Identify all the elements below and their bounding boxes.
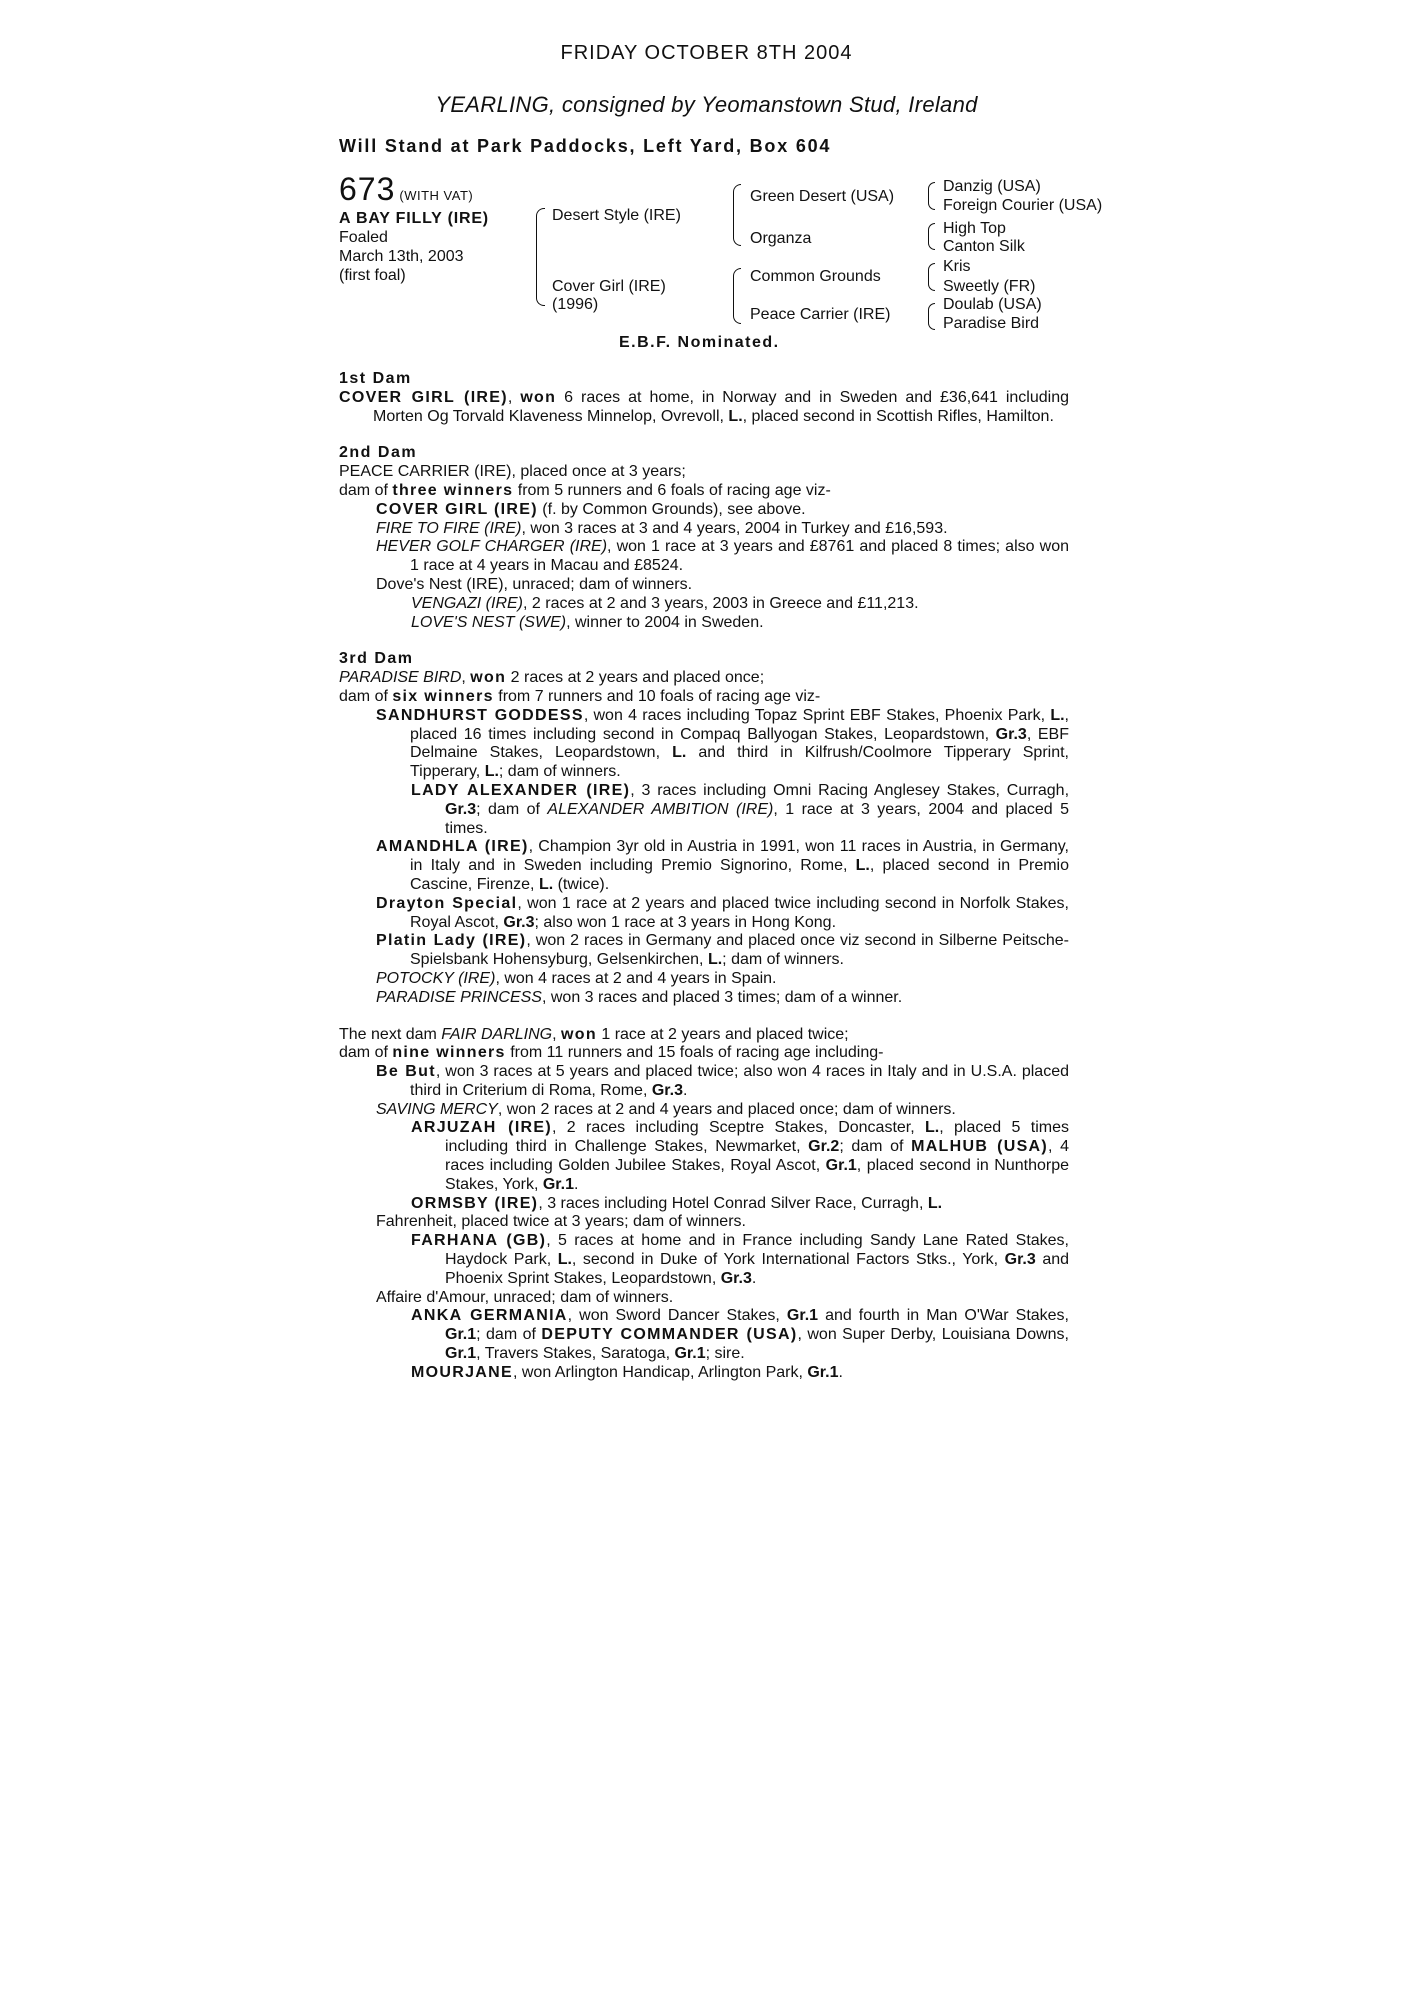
dam2-line2c: from 5 runners and 6 foals of racing age viz- (513, 481, 831, 499)
s5-text2: ; dam of winners. (722, 951, 844, 969)
dam2-entry-1 (376, 501, 1069, 520)
f3-text: , 2 races including Sceptre Stakes, Doncaster, (552, 1119, 926, 1137)
lot-number: 673 (339, 171, 396, 207)
dam2-entry-6 (411, 614, 1069, 633)
dam4-name: FAIR DARLING (441, 1025, 553, 1043)
f1-text: , won 3 races at 5 years and placed twice; also won 4 races in Italy and in U.S.A. placed third in Criterium di Roma, Rome, (410, 1063, 1069, 1099)
f4-name: ORMSBY (IRE) (411, 1194, 539, 1212)
f8-gr4: Gr.1 (674, 1345, 706, 1363)
s4-text: , won 1 race at 2 years and placed twice including second in Norfolk Stakes, Royal Ascot, (410, 894, 1069, 931)
dam2-entry-4: Dove's Nest (IRE), unraced; dam of winners. (376, 575, 693, 593)
dam2-e6-text: , winner to 2004 in Sweden. (566, 613, 764, 631)
s1-l3: L. (484, 763, 499, 781)
s6-name: POTOCKY (IRE) (376, 969, 496, 987)
dam4-entry-5: Fahrenheit, placed twice at 3 years; dam of winners. (376, 1213, 746, 1231)
stand-location: Will Stand at Park Paddocks, Left Yard, Box 604 (339, 136, 832, 156)
s3-text: , Champion 3yr old in Austria in 1991, won 11 races in Austria, in Germany, in Italy and in Sweden including Premio Signorino, Rome, (410, 838, 1069, 875)
dam3-name: PARADISE BIRD (339, 669, 462, 687)
f9-text: , won Arlington Handicap, Arlington Park, (512, 1363, 808, 1381)
s7-name: PARADISE PRINCESS (376, 988, 542, 1006)
dam3-heading: 3rd Dam (339, 650, 414, 668)
pedigree-ds: Common Grounds (750, 268, 881, 285)
pedigree-sds: High Top (943, 220, 1006, 237)
f3-gr: Gr.2 (808, 1138, 840, 1156)
s2-text: , 3 races including Omni Racing Anglesey Stakes, Curragh, (630, 781, 1070, 799)
f6-text2: , second in Duke of York International Factors Stks., York, (571, 1251, 1005, 1269)
pedigree-sd: Organza (750, 230, 812, 247)
dam2-line2a: dam of (339, 481, 393, 499)
f8-name: ANKA GERMANIA (411, 1307, 568, 1325)
dam4-line2 (339, 1044, 1069, 1063)
dam1-text: 6 races at home, in Norway and in Sweden and £36,641 including Morten Og Torvald Klaveness Minnelop, Ovrevoll, (373, 388, 1069, 425)
f9-text2: . (838, 1363, 843, 1381)
dam2-winners: three winners (392, 481, 514, 499)
dam4-entry-8 (411, 1307, 1069, 1363)
s4-name: Drayton Special (376, 894, 518, 912)
foal-note: (first foal) (339, 267, 406, 284)
brace-dam (733, 268, 741, 324)
f6-name: FARHANA (GB) (411, 1232, 547, 1250)
s1-name: SANDHURST GODDESS (376, 706, 584, 724)
lot-info (339, 171, 539, 285)
dam4-line1e: 1 race at 2 years and placed twice; (596, 1025, 849, 1043)
pedigree-dd: Peace Carrier (IRE) (750, 306, 891, 323)
dam4-line2a: dam of (339, 1044, 393, 1062)
dam2-entry-5 (411, 595, 1069, 614)
s1-text3: , EBF Delmaine Stakes, Leopardstown, (410, 725, 1069, 762)
dam4-entry-4 (411, 1195, 1069, 1214)
f3-name2: MALHUB (USA) (911, 1138, 1049, 1156)
dam4-entry-6 (411, 1232, 1069, 1288)
s1-text: , won 4 races including Topaz Sprint EBF Stakes, Phoenix Park, (583, 706, 1051, 724)
dam2-e1-name: COVER GIRL (IRE) (376, 500, 538, 518)
dam3-won: won (470, 669, 507, 687)
f8-text: , won Sword Dancer Stakes, (567, 1307, 787, 1325)
f8-gr2: Gr.1 (445, 1326, 477, 1344)
f3-name: ARJUZAH (IRE) (411, 1119, 553, 1137)
f9-name: MOURJANE (411, 1363, 513, 1381)
dam1-entry: COVER GIRL (IRE), won 6 races at home, in Norway and in Sweden and £36,641 including Morten Og Torvald Klaveness Minnelop, Ovrevoll, L., placed second in Scottish Rifles, Hamilton. (339, 388, 1069, 425)
dam2-e3-text: , won 1 race at 3 years and £8761 and placed 8 times; also won 1 race at 4 years in Macau and £8524. (410, 538, 1069, 575)
dam4-won: won (561, 1025, 597, 1043)
brace-sire-dam (536, 208, 545, 306)
vat-note: (WITH VAT) (399, 188, 474, 203)
s5-text: , won 2 races in Germany and placed once viz second in Silberne Peitsche-Spielsbank Hohensyburg, Gelsenkirchen, (410, 932, 1069, 969)
s4-gr: Gr.3 (503, 913, 535, 931)
dam1-listed: L. (728, 407, 743, 425)
brace-sire (733, 184, 741, 246)
dam2-e5-name: VENGAZI (IRE) (411, 594, 524, 612)
s3-text2: , placed second in Premio Cascine, Firenze, (410, 857, 1070, 893)
f6-l: L. (557, 1251, 572, 1269)
f3-text2: , placed 5 times including third in Challenge Stakes, Newmarket, (445, 1119, 1069, 1156)
foaled-date: March 13th, 2003 (339, 248, 464, 265)
f6-gr: Gr.3 (1004, 1251, 1036, 1269)
s6-text: , won 4 races at 2 and 4 years in Spain. (495, 969, 777, 987)
s3-l2: L. (538, 875, 554, 893)
brace-sd (928, 223, 935, 250)
dam2-e3-name: HEVER GOLF CHARGER (IRE) (376, 538, 608, 556)
f8-name2: DEPUTY COMMANDER (USA) (541, 1326, 798, 1344)
brace-ss (928, 182, 935, 210)
dam4-entry-1 (376, 1063, 1069, 1101)
dam2-e2-text: , won 3 races at 3 and 4 years, 2004 in Turkey and £16,593. (521, 519, 948, 537)
dam3-entry-3 (376, 838, 1069, 894)
dam2-e1-text: (f. by Common Grounds), see above. (537, 500, 806, 518)
dam3-entry-7 (376, 989, 1069, 1008)
s1-l: L. (1050, 706, 1065, 724)
catalogue-text (339, 370, 1069, 1383)
dam1-heading: 1st Dam (339, 370, 412, 387)
dam1-name: COVER GIRL (IRE) (339, 388, 508, 406)
f9-gr: Gr.1 (807, 1363, 839, 1381)
dam2-heading: 2nd Dam (339, 444, 418, 462)
consignment-line: YEARLING, consigned by Yeomanstown Stud, Ireland (435, 92, 978, 117)
s2-text2: ; dam of (476, 800, 548, 818)
dam3-entry-5 (376, 932, 1069, 970)
s2-name: LADY ALEXANDER (IRE) (411, 781, 631, 799)
f8-text5: , Travers Stakes, Saratoga, (476, 1345, 675, 1363)
pedigree-dam-year: (1996) (552, 296, 599, 313)
dam3-entry-4 (376, 895, 1069, 933)
s1-text4: and third in Kilfrush/Coolmore Tipperary Sprint, Tipperary, (410, 744, 1069, 781)
s2-gr: Gr.3 (445, 800, 477, 818)
dam3-entry-6 (376, 970, 1069, 989)
s5-name: Platin Lady (IRE) (376, 932, 527, 950)
dam3-line1 (339, 669, 1069, 688)
f1-name: Be But (376, 1063, 436, 1081)
dam2-e5-text: , 2 races at 2 and 3 years, 2003 in Greece and £11,213. (523, 594, 919, 612)
dam3-sep: , (461, 669, 471, 687)
s2-it: ALEXANDER AMBITION (IRE) (547, 800, 774, 818)
dam4-entry-3 (411, 1119, 1069, 1194)
dam3-line2 (339, 688, 1069, 707)
pedigree-dsd: Sweetly (FR) (943, 278, 1036, 295)
dam4-entry-7: Affaire d'Amour, unraced; dam of winners. (376, 1288, 674, 1306)
dam1-text2: , placed second in Scottish Rifles, Hamilton. (742, 407, 1054, 425)
f3-text4: , 4 races including Golden Jubilee Stakes, Royal Ascot, (445, 1138, 1070, 1175)
dam3-entry-1 (376, 707, 1069, 782)
dam3-winners: six winners (392, 687, 494, 705)
s1-text2: , placed 16 times including second in Compaq Ballyogan Stakes, Leopardstown, (410, 706, 1069, 743)
ebf-nominated: E.B.F. Nominated. (619, 334, 780, 351)
dam3-entry-2 (411, 782, 1069, 838)
dam2-entry-2 (376, 520, 1069, 539)
lot-name: A BAY FILLY (IRE) (339, 210, 489, 227)
f3-gr2: Gr.1 (825, 1157, 857, 1175)
f8-gr3: Gr.1 (445, 1345, 477, 1363)
dam2-entry-3 (376, 538, 1069, 576)
f8-text3: ; dam of (476, 1326, 542, 1344)
pedigree-ss: Green Desert (USA) (750, 188, 895, 205)
dam3-line1d: 2 races at 2 years and placed once; (506, 669, 765, 687)
f2-text: , won 2 races at 2 and 4 years and placed once; dam of winners. (497, 1100, 956, 1118)
dam2-e2-name: FIRE TO FIRE (IRE) (376, 519, 522, 537)
sale-date: FRIDAY OCTOBER 8TH 2004 (560, 42, 853, 64)
dam4-line1 (339, 1026, 1069, 1045)
f8-text6: ; sire. (705, 1345, 745, 1363)
s1-gr: Gr.3 (995, 725, 1027, 743)
brace-dd (928, 303, 935, 330)
pedigree-dam: Cover Girl (IRE) (552, 278, 666, 295)
f4-l: L. (927, 1194, 943, 1212)
f3-text6: . (573, 1175, 579, 1193)
f3-l: L. (925, 1119, 940, 1137)
f2-name: SAVING MERCY (376, 1100, 498, 1118)
dam1-won: won (520, 388, 557, 406)
f6-text: , 5 races at home and in France including Sandy Lane Rated Stakes, Haydock Park, (445, 1232, 1069, 1269)
brace-ds (928, 263, 935, 291)
f6-text4: . (751, 1269, 757, 1287)
f6-text3: and Phoenix Sprint Stakes, Leopardstown, (445, 1251, 1070, 1287)
f1-text2: . (682, 1081, 688, 1099)
pedigree-ssd: Foreign Courier (USA) (943, 197, 1103, 214)
f8-text4: , won Super Derby, Louisiana Downs, (797, 1326, 1069, 1344)
dam3-line2c: from 7 runners and 10 foals of racing age viz- (493, 687, 821, 705)
dam2-line1: PEACE CARRIER (IRE), placed once at 3 years; (339, 463, 686, 481)
f8-text2: and fourth in Man O'War Stakes, (818, 1307, 1070, 1325)
f3-gr3: Gr.1 (542, 1175, 574, 1193)
f6-gr2: Gr.3 (720, 1269, 752, 1287)
s2-text3: , 1 race at 3 years, 2004 and placed 5 times. (445, 800, 1070, 837)
pedigree-sss: Danzig (USA) (943, 178, 1041, 195)
dam2-line2 (339, 482, 1069, 501)
s1-text5: ; dam of winners. (498, 763, 621, 781)
pedigree-dds: Doulab (USA) (943, 296, 1042, 313)
dam3-line2a: dam of (339, 687, 393, 705)
s5-l: L. (707, 951, 723, 969)
f3-text3: ; dam of (839, 1138, 912, 1156)
s1-l2: L. (672, 744, 687, 762)
s3-name: AMANDHLA (IRE) (376, 838, 529, 856)
s7-text: , won 3 races and placed 3 times; dam of a winner. (541, 988, 903, 1006)
f3-text5: , placed second in Nunthorpe Stakes, York, (445, 1157, 1069, 1193)
pedigree-sdd: Canton Silk (943, 238, 1025, 255)
dam4-line2c: from 11 runners and 15 foals of racing age including- (505, 1044, 884, 1062)
pedigree-sire: Desert Style (IRE) (552, 207, 681, 224)
dam4-winners: nine winners (392, 1044, 506, 1062)
foaled-label: Foaled (339, 229, 388, 246)
dam4-entry-9 (411, 1364, 1069, 1383)
pedigree-ddd: Paradise Bird (943, 315, 1040, 332)
dam2-e6-name: LOVE'S NEST (SWE) (411, 613, 567, 631)
f4-text: , 3 races including Hotel Conrad Silver Race, Curragh, (538, 1194, 928, 1212)
s3-text3: (twice). (553, 875, 610, 893)
f8-gr: Gr.1 (786, 1307, 819, 1325)
dam4-entry-2 (376, 1101, 1069, 1120)
f1-gr: Gr.3 (651, 1081, 683, 1099)
s3-l: L. (855, 857, 870, 875)
pedigree-dss: Kris (943, 258, 971, 275)
s4-text2: ; also won 1 race at 3 years in Hong Kong. (534, 913, 837, 931)
dam4-line1a: The next dam (339, 1025, 442, 1043)
dam4-sep: , (552, 1025, 561, 1043)
